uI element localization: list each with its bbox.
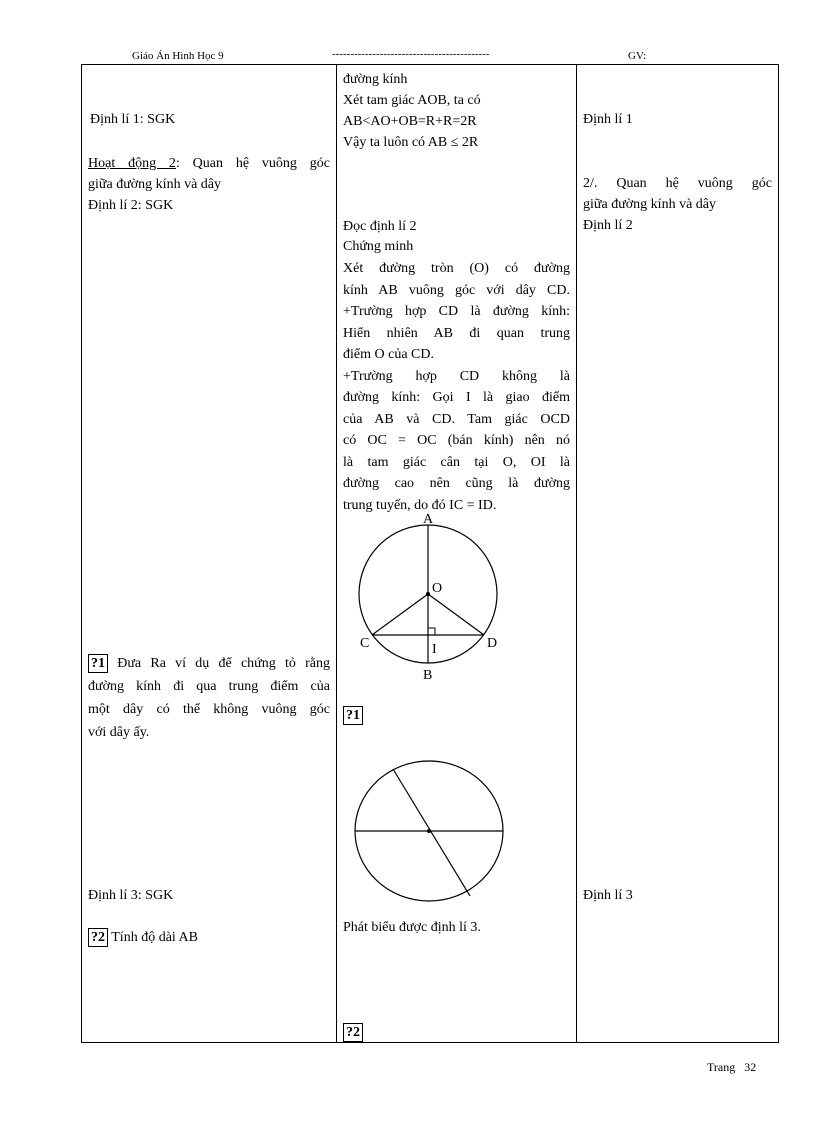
proof-line-4: Hiển nhiên AB đi quan trung (343, 325, 570, 341)
label-d: D (487, 636, 498, 651)
q1-line3: một dây có thể không vuông góc (88, 702, 330, 717)
c2-q2-badge: ?2 (343, 1023, 363, 1042)
segment-od (428, 594, 484, 635)
center-point-example (427, 829, 431, 833)
proof-line-11: đường cao nên cũng là đường (343, 476, 570, 491)
footer-page-label: Trang (707, 1060, 736, 1074)
q1-line1 (88, 653, 330, 675)
theorem1-label: Định lí 1: SGK (90, 112, 176, 127)
q1-line2: đường kính đi qua trung điểm của (88, 679, 330, 694)
header-title: Giáo Án Hình Học 9 (132, 50, 224, 62)
c2-line-diameter: đường kính (343, 72, 408, 87)
segment-oc (372, 594, 428, 635)
c2-read-theorem2: Đọc định lí 2 (343, 219, 417, 234)
figure-circle-example (337, 753, 576, 913)
c3-theorem3: Định lí 3 (583, 888, 633, 903)
center-point (426, 592, 430, 596)
c3-section2-line1: 2/. Quan hệ vuông góc (583, 176, 772, 191)
proof-line-3: +Trường hợp CD là đường kính: (343, 304, 570, 319)
theorem2-label: Định lí 2: SGK (88, 198, 174, 213)
q2-text: Tính độ dài AB (111, 930, 198, 945)
proof-line-10: là tam giác cân tại O, OI là (343, 454, 570, 470)
c2-q2 (343, 1022, 363, 1044)
lesson-table (81, 64, 779, 1043)
activity2-rest: : Quan hệ vuông góc (175, 156, 330, 171)
column-content (577, 65, 779, 1043)
proof-block (343, 258, 570, 516)
proof-line-6: +Trường hợp CD không là (343, 368, 570, 384)
column-student-activity (337, 65, 577, 1043)
column-teacher-activity (82, 65, 337, 1043)
label-a: A (423, 512, 434, 527)
label-c: C (360, 636, 370, 651)
q1-line4: với dây ấy. (88, 725, 150, 740)
theorem3-label: Định lí 3: SGK (88, 888, 174, 903)
proof-line-8: của AB và CD. Tam giác OCD (343, 411, 570, 427)
chord-example (393, 769, 470, 896)
c2-state-theorem3: Phát biểu được định lí 3. (343, 920, 481, 935)
label-o: O (432, 581, 443, 596)
c2-proof-title: Chứng minh (343, 239, 414, 254)
q1-badge: ?1 (88, 654, 108, 673)
c2-line-triangle: Xét tam giác AOB, ta có (343, 93, 481, 108)
c2-line-inequality: AB<AO+OB=R+R=2R (343, 114, 477, 129)
right-angle-mark (428, 628, 435, 635)
activity2-label: Hoạt động 2 (88, 156, 176, 171)
proof-line-2: kính AB vuông góc với dây CD. (343, 282, 570, 298)
proof-line-9: có OC = OC (bán kính) nên nó (343, 433, 570, 448)
activity2-heading (88, 153, 330, 175)
q2-line (88, 927, 198, 949)
c3-theorem1: Định lí 1 (583, 112, 633, 127)
proof-line-12: trung tuyến, do đó IC = ID. (343, 497, 497, 513)
footer-page-number: 32 (744, 1060, 757, 1074)
proof-line-7: đường kính: Gọi I là giao điểm (343, 390, 570, 405)
c3-section2-line2: giữa đường kính và dây (583, 197, 716, 212)
figure-circle-perpendicular (337, 507, 576, 687)
header-dashes: ------------------------------------------- (332, 48, 490, 60)
proof-line-1: Xét đường tròn (O) có đường (343, 261, 570, 276)
page-footer (707, 1060, 756, 1075)
q2-badge: ?2 (88, 928, 108, 947)
c2-q1 (343, 705, 363, 727)
label-b: B (423, 668, 433, 683)
c2-line-conclusion: Vậy ta luôn có AB ≤ 2R (343, 135, 479, 150)
c2-q1-badge: ?1 (343, 706, 363, 725)
c3-theorem2: Định lí 2 (583, 218, 633, 233)
q1-text1: Đưa Ra ví dụ để chứng tỏ rằng (117, 656, 330, 671)
activity2-line2: giữa đường kính và dây (88, 177, 221, 192)
label-i: I (432, 642, 437, 657)
proof-line-5: điểm O của CD. (343, 347, 434, 362)
header-teacher: GV: (628, 50, 647, 62)
